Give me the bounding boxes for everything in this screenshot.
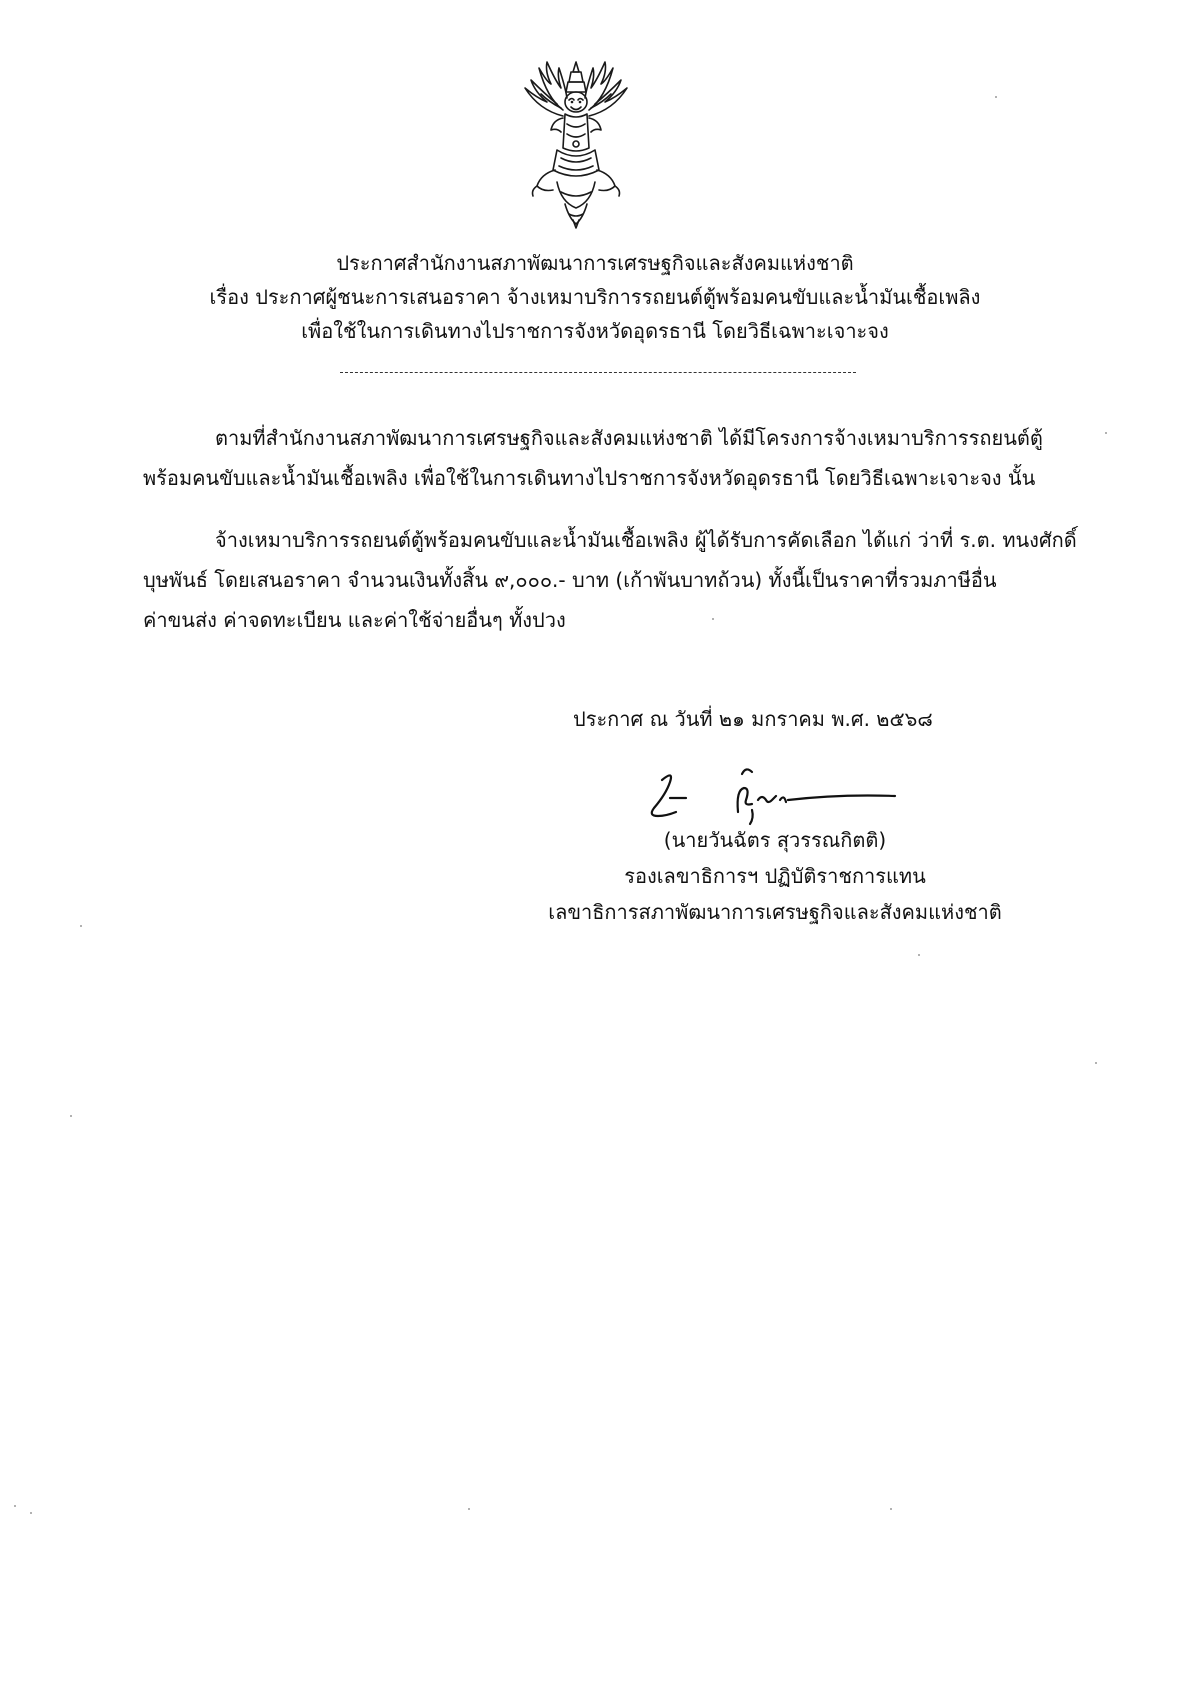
heading-line-1: ประกาศสำนักงานสภาพัฒนาการเศรษฐกิจและสังคมแห่งชาติ bbox=[336, 251, 854, 275]
scan-speck bbox=[30, 1512, 32, 1514]
scan-speck bbox=[995, 96, 997, 98]
announcement-heading bbox=[100, 246, 1090, 348]
scan-speck bbox=[918, 954, 920, 956]
signatory-name: (นายวันฉัตร สุวรรณกิตติ) bbox=[663, 828, 887, 852]
paragraph-1 bbox=[143, 418, 1063, 498]
paragraph-2 bbox=[143, 520, 1077, 640]
scan-speck bbox=[468, 1508, 470, 1510]
garuda-emblem bbox=[517, 58, 635, 230]
scan-speck bbox=[890, 1508, 892, 1510]
paragraph-2-line-2: บุษพันธ์ โดยเสนอราคา จำนวนเงินทั้งสิ้น ๙,๐๐๐.- บาท (เก้าพันบาทถ้วน) ทั้งนี้เป็นราคาที่รวมภาษีอื่น bbox=[143, 568, 997, 592]
scan-speck bbox=[14, 1505, 16, 1507]
signatory-position-2: เลขาธิการสภาพัฒนาการเศรษฐกิจและสังคมแห่งชาติ bbox=[548, 900, 1002, 924]
heading-divider bbox=[340, 372, 856, 373]
scan-speck bbox=[712, 618, 714, 620]
announcement-date: ประกาศ ณ วันที่ ๒๑ มกราคม พ.ศ. ๒๕๖๘ bbox=[573, 707, 933, 731]
heading-line-2: เรื่อง ประกาศผู้ชนะการเสนอราคา จ้างเหมาบริการรถยนต์ตู้พร้อมคนขับและน้ำมันเชื้อเพลิง bbox=[209, 285, 981, 309]
paragraph-2-line-1: จ้างเหมาบริการรถยนต์ตู้พร้อมคนขับและน้ำมันเชื้อเพลิง ผู้ได้รับการคัดเลือก ได้แก่ ว่าที่ ร.ต. ทนงศักดิ์ bbox=[215, 528, 1077, 552]
signature-block bbox=[540, 822, 1010, 930]
scan-speck bbox=[1105, 432, 1107, 434]
scan-speck bbox=[70, 1115, 72, 1117]
scan-speck bbox=[80, 925, 82, 927]
paragraph-1-line-2: พร้อมคนขับและน้ำมันเชื้อเพลิง เพื่อใช้ในการเดินทางไปราชการจังหวัดอุดรธานี โดยวิธีเฉพาะเจาะจง นั้น bbox=[143, 466, 1036, 490]
handwritten-signature bbox=[640, 760, 910, 830]
signatory-position-1: รองเลขาธิการฯ ปฏิบัติราชการแทน bbox=[624, 864, 926, 888]
heading-line-3: เพื่อใช้ในการเดินทางไปราชการจังหวัดอุดรธานี โดยวิธีเฉพาะเจาะจง bbox=[301, 319, 889, 343]
scan-speck bbox=[1095, 1062, 1097, 1064]
paragraph-2-line-3: ค่าขนส่ง ค่าจดทะเบียน และค่าใช้จ่ายอื่นๆ ทั้งปวง bbox=[143, 608, 566, 632]
paragraph-1-line-1: ตามที่สำนักงานสภาพัฒนาการเศรษฐกิจและสังคมแห่งชาติ ได้มีโครงการจ้างเหมาบริการรถยนต์ตู้ bbox=[215, 426, 1043, 450]
